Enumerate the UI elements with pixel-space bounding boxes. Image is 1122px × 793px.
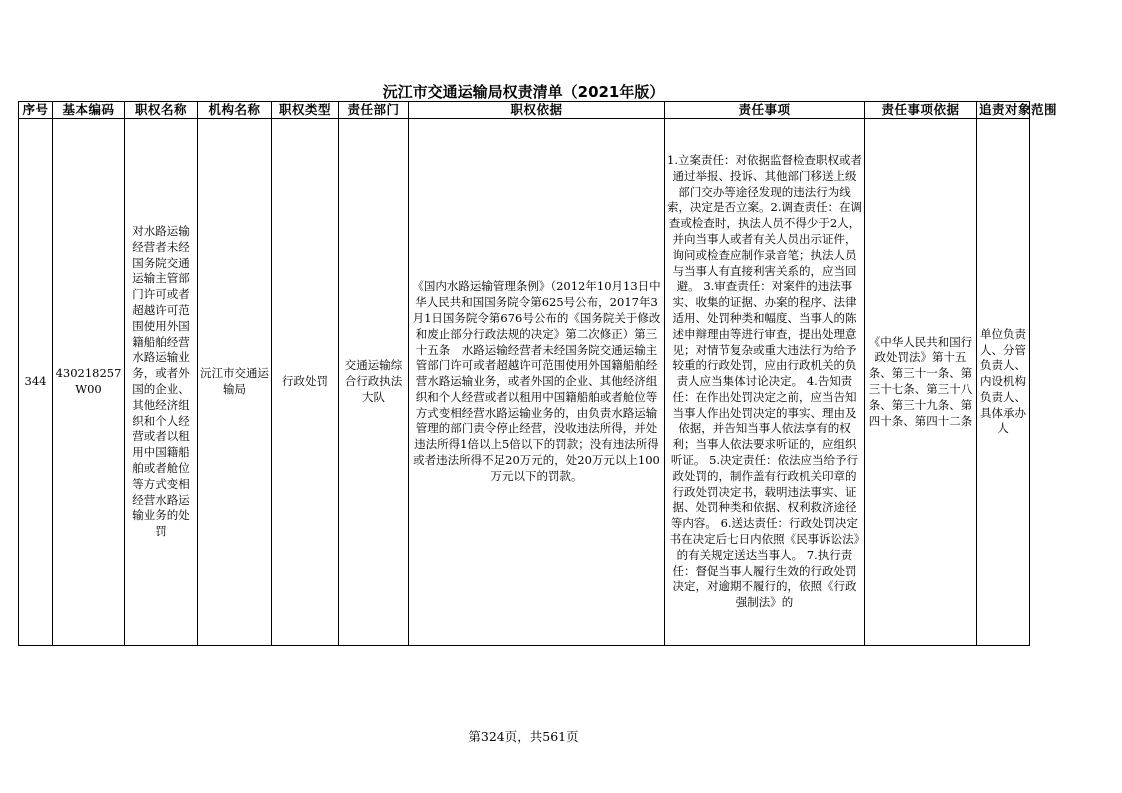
cell-org-name: 沅江市交通运输局	[198, 119, 272, 646]
header-row	[19, 102, 1030, 119]
cell-scope: 单位负责人、分管负责人、内设机构负责人、具体承办人	[977, 119, 1030, 646]
cell-code: 430218257W00	[53, 119, 125, 646]
cell-power-type: 行政处罚	[272, 119, 339, 646]
header-code: 基本编码	[53, 102, 125, 119]
header-seq: 序号	[19, 102, 53, 119]
table-row	[19, 119, 1030, 646]
header-duty-basis: 责任事项依据	[865, 102, 977, 119]
header-basis: 职权依据	[409, 102, 665, 119]
cell-power-name: 对水路运输经营者未经国务院交通运输主管部门许可或者超越许可范围使用外国籍船舶经营水路运输业务，或者外国的企业、其他经济组织和个人经营或者以租用中国籍船舶或者舱位等方式变相经营水路运输业务的处罚	[125, 119, 198, 646]
cell-basis: 《国内水路运输管理条例》（2012年10月13日中华人民共和国国务院令第625号公布，2017年3月1日国务院令第676号公布的《国务院关于修改和废止部分行政法规的决定》第二次修正）第三十五条 水路运输经营者未经国务院交通运输主管部门许可或者超越许可范围使用外国籍船舶经营水路运输业务，或者外国的企业、其他经济组织和个人经营或者以租用中国籍船舶或者舱位等方式变相经营水路运输业务的，由负责水路运输管理的部门责令停止经营，没收违法所得，并处违法所得1倍以上5倍以下的罚款；没有违法所得或者违法所得不足20万元的，处20万元以上100万元以下的罚款。	[409, 119, 665, 646]
cell-seq: 344	[19, 119, 53, 646]
page-number: 第324页，共561页	[468, 729, 579, 744]
header-dept: 责任部门	[339, 102, 409, 119]
header-duties: 责任事项	[665, 102, 865, 119]
header-org-name: 机构名称	[198, 102, 272, 119]
cell-dept: 交通运输综合行政执法大队	[339, 119, 409, 646]
cell-duties: 1.立案责任：对依据监督检查职权或者通过举报、投诉、其他部门移送上级部门交办等途径发现的违法行为线索，决定是否立案。2.调查责任：在调查或检查时，执法人员不得少于2人，并向当事人或者有关人员出示证件，询问或检查应制作录音笔；执法人员与当事人有直接利害关系的，应当回避。 3.审查责任：对案件的违法事实、收集的证据、办案的程序、法律适用、处罚种类和幅度、当事人的陈述申辩理由等进行审查，提出处理意见；对情节复杂或重大违法行为给予较重的行政处罚，应由行政机关的负责人应当集体讨论决定。 4.告知责任：在作出处罚决定之前，应当告知当事人作出处罚决定的事实、理由及依据，并告知当事人依法享有的权利；当事人依法要求听证的，应组织听证。 5.决定责任：依法应当给予行政处罚的，制作盖有行政机关印章的行政处罚决定书，载明违法事实、证据、处罚种类和依据、权利救济途径等内容。 6.送达责任：行政处罚决定书在决定后七日内依照《民事诉讼法》的有关规定送达当事人。 7.执行责任：督促当事人履行生效的行政处罚决定，对逾期不履行的，依照《行政强制法》的	[665, 119, 865, 646]
cell-duty-basis: 《中华人民共和国行政处罚法》第十五条、第三十一条、第三十七条、第三十八条、第三十九条、第四十条、第四十二条	[865, 119, 977, 646]
document-title: 沅江市交通运输局权责清单（2021年版）	[382, 83, 665, 101]
responsibility-table	[18, 101, 1058, 646]
header-power-type: 职权类型	[272, 102, 339, 119]
header-scope: 追责对象范围	[977, 102, 1030, 119]
header-power-name: 职权名称	[125, 102, 198, 119]
